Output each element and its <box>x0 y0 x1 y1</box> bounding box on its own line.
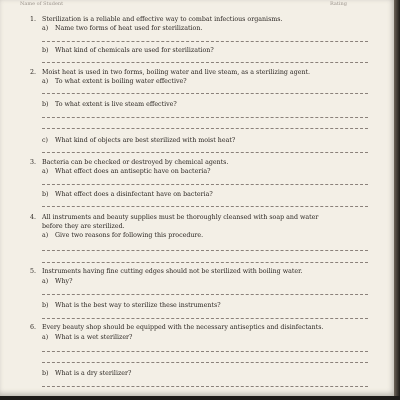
q1-b-label: b) <box>42 47 49 54</box>
answer-line[interactable] <box>42 128 368 129</box>
q5-a-text: Why? <box>55 278 73 285</box>
q6-a-text: What is a wet sterilizer? <box>55 334 133 341</box>
book-spine-shadow <box>394 0 400 400</box>
q2-a-text: To what extent is boiling water effective? <box>55 78 187 85</box>
q4-stem-line-1: All instruments and beauty supplies must be thoroughly cleansed with soap and water <box>42 214 319 221</box>
q4-number: 4. <box>30 214 37 221</box>
q1-number: 1. <box>30 16 37 23</box>
q5-a-label: a) <box>42 278 49 285</box>
q1-a-text: Name two forms of heat used for sterilization. <box>55 25 203 32</box>
q5-number: 5. <box>30 268 37 275</box>
q6-b-text: What is a dry sterilizer? <box>55 370 132 377</box>
answer-line[interactable] <box>42 152 368 153</box>
answer-line[interactable] <box>42 62 368 63</box>
q5-b-label: b) <box>42 302 49 309</box>
q4-a-label: a) <box>42 232 49 239</box>
q2-a-label: a) <box>42 78 49 85</box>
q5-stem-line: Instruments having fine cutting edges should not be sterilized with boiling water. <box>42 268 303 275</box>
answer-line[interactable] <box>42 262 368 263</box>
page-bottom-edge <box>0 396 400 400</box>
answer-line[interactable] <box>42 250 368 251</box>
answer-line[interactable] <box>42 294 368 295</box>
answer-line[interactable] <box>42 41 368 42</box>
q1-stem-line: Sterilization is a reliable and effective way to combat infectious organisms. <box>42 16 283 23</box>
q6-stem-line: Every beauty shop should be equipped with the necessary antiseptics and disinfectants. <box>42 324 324 331</box>
header-left: Name of Student <box>20 1 64 7</box>
q2-number: 2. <box>30 69 37 76</box>
q3-a-label: a) <box>42 168 49 175</box>
q4-stem-line-2: before they are sterilized. <box>42 223 125 230</box>
q3-b-label: b) <box>42 191 49 198</box>
q3-number: 3. <box>30 159 37 166</box>
answer-line[interactable] <box>42 93 368 94</box>
q2-b-text: To what extent is live steam effective? <box>55 101 177 108</box>
answer-line[interactable] <box>42 117 368 118</box>
q3-b-text: What effect does a disinfectant have on bacteria? <box>55 191 213 198</box>
q6-a-label: a) <box>42 334 49 341</box>
answer-line[interactable] <box>42 184 368 185</box>
answer-line[interactable] <box>42 318 368 319</box>
q2-stem-line: Moist heat is used in two forms, boiling water and live steam, as a sterilizing agent. <box>42 69 311 76</box>
q4-a-text: Give two reasons for following this procedure. <box>55 232 204 239</box>
q2-c-text: What kind of objects are best sterilized with moist heat? <box>55 137 236 144</box>
q2-b-label: b) <box>42 101 49 108</box>
q1-a-label: a) <box>42 25 49 32</box>
answer-line[interactable] <box>42 351 368 352</box>
answer-line[interactable] <box>42 386 368 387</box>
q2-c-label: c) <box>42 137 48 144</box>
q6-b-label: b) <box>42 370 49 377</box>
q1-b-text: What kind of chemicals are used for sterilization? <box>55 47 214 54</box>
answer-line[interactable] <box>42 206 368 207</box>
q3-stem-line: Bacteria can be checked or destroyed by chemical agents. <box>42 159 229 166</box>
answer-line[interactable] <box>42 362 368 363</box>
header-right: Rating <box>330 1 347 7</box>
q6-number: 6. <box>30 324 37 331</box>
q5-b-text: What is the best way to sterilize these instruments? <box>55 302 221 309</box>
q3-a-text: What effect does an antiseptic have on bacteria? <box>55 168 211 175</box>
